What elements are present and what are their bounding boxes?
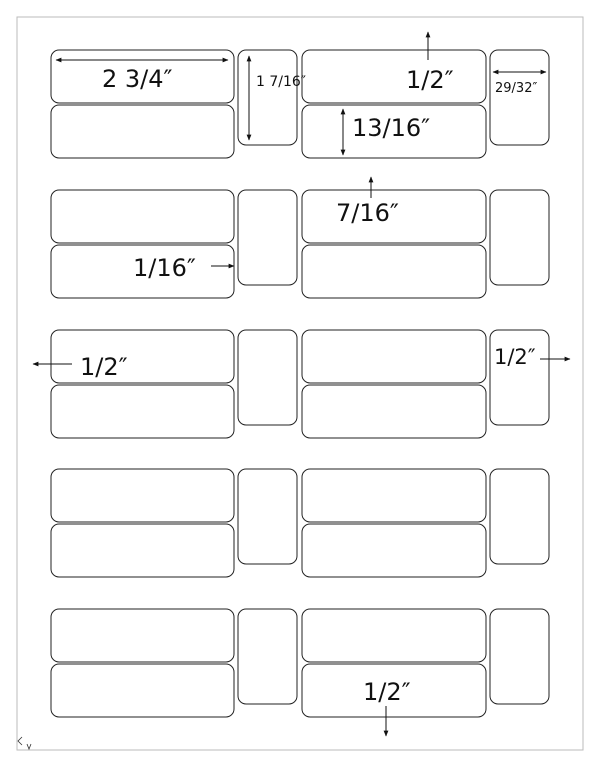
small-label (490, 50, 549, 145)
small-label-width-text: 29/32″ (495, 81, 538, 96)
left-margin-text: 1/2″ (80, 353, 128, 381)
wide-label (51, 105, 234, 158)
row-gap-text: 7/16″ (336, 199, 399, 227)
small-label (490, 190, 549, 285)
small-label (238, 469, 297, 564)
column-gap-text: 1/16″ (133, 254, 196, 282)
wide-label-width-text: 2 3/4″ (102, 65, 173, 93)
wide-label (51, 469, 234, 522)
bottom-margin-text: 1/2″ (363, 678, 411, 706)
wide-label (51, 190, 234, 243)
small-label (238, 50, 297, 145)
wide-label (302, 469, 486, 522)
small-label (238, 190, 297, 285)
wide-label (51, 524, 234, 577)
wide-label (51, 664, 234, 717)
wide-label (51, 609, 234, 662)
top-margin-text: 1/2″ (406, 66, 454, 94)
wide-label (302, 609, 486, 662)
wide-label (302, 330, 486, 383)
wide-label (302, 245, 486, 298)
wide-label (302, 50, 486, 103)
small-label-height-text: 1 7/16″ (256, 74, 307, 90)
small-label (238, 330, 297, 425)
wide-label (302, 385, 486, 438)
wide-label (51, 385, 234, 438)
wide-label (302, 524, 486, 577)
small-label (490, 469, 549, 564)
right-margin-text: 1/2″ (494, 345, 536, 369)
small-label (238, 609, 297, 704)
wide-label (51, 330, 234, 383)
wide-label-height-text: 13/16″ (352, 114, 431, 142)
small-label (490, 609, 549, 704)
